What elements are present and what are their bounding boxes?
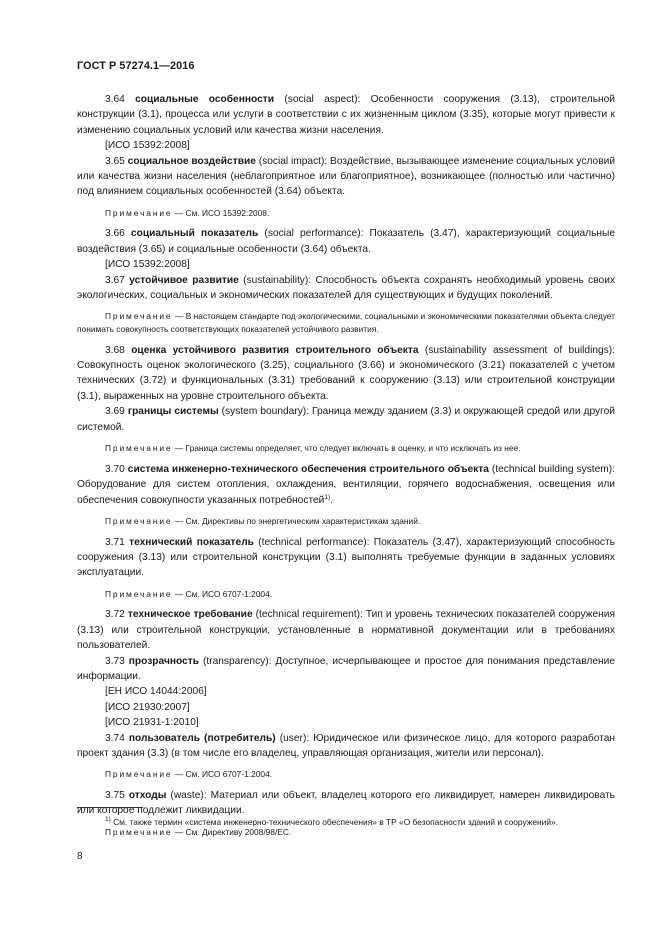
page-number: 8 [77, 851, 83, 862]
term-entry [77, 343, 615, 405]
term-note [77, 310, 615, 335]
term-name: социальное воздействие [127, 155, 256, 167]
note-label: Примечание [105, 826, 173, 837]
term-number: 3.72 [105, 609, 125, 621]
source-reference: [ИСО 21931-1:2010] [105, 717, 199, 729]
term-number: 3.67 [105, 274, 125, 286]
term-name: система инженерно-технического обеспечения строительного объекта [127, 463, 489, 475]
term-definition: (waste): Материал или объект, владелец которого его ликвидирует, намерен ликвидировать или которое подлежит ликвидации. [77, 789, 615, 817]
term-definition: (social aspect): Особенности сооружения (3.13), строительной конструкции (3.1), процесса или услуги в соответствии с их жизненным циклом (3.35), которые могут привести к изменению социальных условий или качества жизни населения. [77, 94, 615, 136]
term-entry [77, 788, 615, 819]
term-entry [77, 462, 615, 508]
terms-list [77, 92, 615, 845]
term-note [77, 588, 615, 601]
footnote-separator [77, 807, 143, 808]
term-entry [77, 404, 615, 435]
term-definition: (technical building system): Оборудование для систем отопления, охлаждения, вентиляции, горячего водоснабжения, освещения или обеспечения совокупности указанных потребностей [77, 463, 615, 506]
term-entry [77, 273, 615, 304]
source-reference: [ИСО 15392:2008] [105, 259, 190, 271]
term-number: 3.75 [105, 789, 125, 801]
note-text: См. ИСО 15392:2008. [185, 207, 270, 218]
note-label: Примечание [105, 311, 173, 322]
term-definition: (sustainability assessment of buildings): Совокупность оценок экологического (3.25), социального (3.66) и экономического (3.21) показателей с учетом технических (3.72) и функциональных (3.31) требований к сооружению (3.13) или строительной конструкции (3.1), выраженных на уровне строительного объекта. [77, 344, 615, 402]
term-number: 3.74 [105, 732, 125, 744]
term-number: 3.65 [105, 155, 125, 167]
term-entry [77, 731, 615, 762]
term-entry [77, 154, 615, 200]
term-definition: (social impact): Воздействие, вызывающее изменение социальных условий или качества жизни населения (неблагоприятное или благоприятное), возникающее (полностью или частично) под влиянием социальных особенностей (3.64) объекта. [77, 155, 616, 198]
term-definition-tail: . [330, 494, 333, 506]
note-dash: — [172, 311, 186, 322]
footnote-reference: 1) [324, 493, 331, 501]
note-text: См. Директиву 2008/98/ЕС. [185, 826, 292, 837]
term-number: 3.71 [105, 536, 125, 548]
term-entry [77, 607, 615, 653]
term-note [77, 768, 615, 781]
standard-title: ГОСТ Р 57274.1—2016 [77, 60, 195, 72]
term-number: 3.69 [105, 406, 125, 418]
term-entry [77, 535, 615, 581]
term-number: 3.66 [105, 228, 125, 240]
note-label: Примечание [105, 207, 173, 218]
term-name: технический показатель [129, 536, 254, 548]
footnote-marker: 1) [105, 816, 111, 823]
term-definition: (user): Юридическое или физическое лицо, для которого разработан проект здания (3.3) (в том числе его владелец, управляющая организация, жители или персонал). [77, 732, 615, 759]
term-definition: (social performance): Показатель (3.47), характеризующий социальные воздействия (3.65) и социальные особенности (3.64) объекта. [77, 228, 615, 255]
term-name: социальные особенности [135, 94, 275, 105]
term-name: социальный показатель [130, 228, 259, 240]
note-dash: — [172, 515, 186, 526]
source-reference: [ИСО 15392:2008] [105, 140, 190, 152]
note-dash: — [172, 588, 186, 599]
term-note [77, 442, 615, 455]
note-dash: — [172, 443, 186, 454]
term-note [77, 207, 615, 220]
note-dash: — [172, 826, 186, 837]
source-reference: [ЕН ИСО 14044:2006] [105, 686, 207, 698]
source-reference: [ИСО 21930:2007] [105, 701, 190, 713]
footnote-text: См. также термин «система инженерно-технического обеспечения» в ТР «О безопасности зданий и сооружений». [110, 817, 558, 827]
note-text: См. Директивы по энергетическим характеристикам зданий. [185, 515, 421, 526]
term-number: 3.68 [105, 344, 125, 356]
note-text: Граница системы определяет, что следует включать в оценку, и что исключать из нее. [185, 443, 521, 454]
note-text: См. ИСО 6707-1:2004. [185, 588, 273, 599]
term-name: пользователь (потребитель) [128, 732, 276, 744]
note-dash: — [172, 769, 186, 780]
term-name: отходы [128, 789, 167, 801]
term-entry [77, 92, 615, 138]
term-name: прозрачность [128, 655, 200, 667]
note-text: См. ИСО 6707-1:2004. [185, 769, 273, 780]
term-name: оценка устойчивого развития строительного объекта [131, 344, 419, 356]
note-label: Примечание [105, 443, 173, 454]
term-number: 3.73 [105, 655, 125, 667]
term-definition: (sustainability): Способность объекта сохранять необходимый уровень своих экологических, социальных и экономических показателей для существующих и будущих поколений. [77, 274, 615, 302]
term-name: устойчивое развитие [129, 274, 239, 286]
note-label: Примечание [105, 588, 173, 599]
note-dash: — [172, 207, 186, 218]
term-number: 3.64 [105, 94, 125, 105]
term-definition: (technical performance): Показатель (3.47), характеризующий способность сооружения (3.13) или строительной конструкции (3.1) выполнять требуемые функции в заданных условиях эксплуатации. [77, 536, 615, 579]
term-number: 3.70 [105, 463, 125, 475]
term-definition: (transparency): Доступное, исчерпывающее и простое для понимания представление информации. [77, 655, 615, 682]
footnote [77, 816, 615, 829]
term-definition: (technical requirement): Тип и уровень технических показателей сооружения (3.13) или строительной конструкции, установленные в нормативной документации или в требованиях пользователей. [77, 609, 615, 652]
note-label: Примечание [105, 515, 173, 526]
term-entry [77, 226, 615, 257]
note-text: В настоящем стандарте под экологическими, социальными и экономическими показателями объекта следует понимать совокупность соответствующих показателей устойчивого развития. [77, 311, 616, 335]
term-definition: (system boundary): Граница между зданием (3.3) и окружающей средой или другой системой. [77, 406, 615, 433]
term-note [77, 515, 615, 528]
term-name: границы системы [127, 406, 219, 418]
note-label: Примечание [105, 769, 173, 780]
term-entry [77, 654, 615, 685]
term-name: техническое требование [127, 609, 253, 621]
